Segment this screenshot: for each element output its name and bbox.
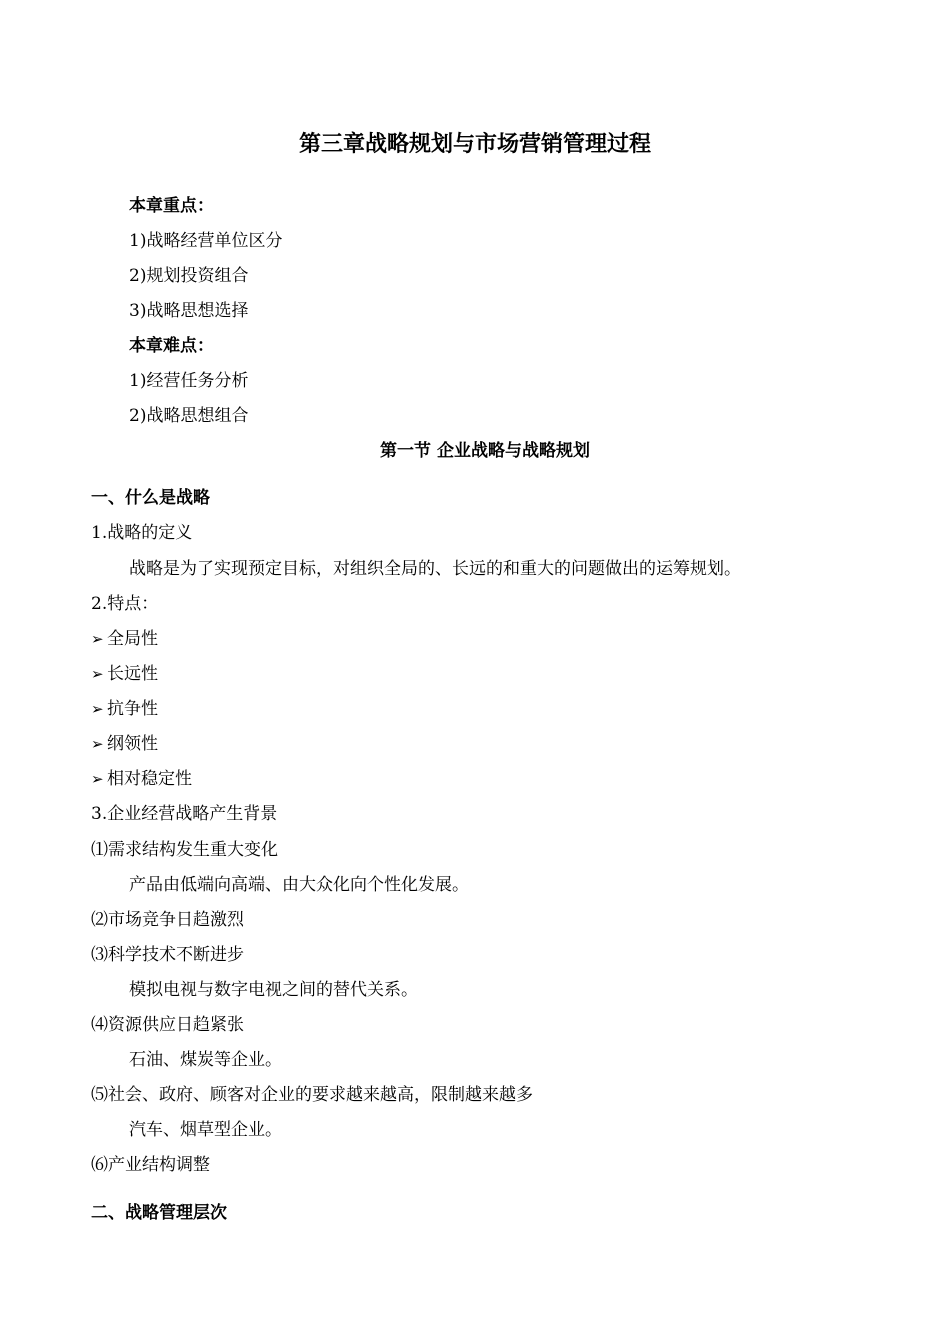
arrow-bullet-icon: ➢	[91, 665, 104, 683]
background-item-label: ⑷资源供应日趋紧张	[91, 1015, 244, 1035]
arrow-bullet-icon: ➢	[91, 700, 104, 718]
feature-item	[91, 662, 158, 686]
difficult-point-item: 2)战略思想组合	[129, 406, 249, 426]
arrow-bullet-icon: ➢	[91, 630, 104, 648]
feature-label: 抗争性	[107, 699, 158, 719]
background-item-label: ⑶科学技术不断进步	[91, 945, 244, 965]
section-title: 第一节 企业战略与战略规划	[380, 441, 590, 461]
feature-label: 相对稳定性	[107, 769, 192, 789]
background-item-label: ⑹产业结构调整	[91, 1155, 210, 1175]
background-item-label: ⑵市场竞争日趋激烈	[91, 910, 244, 930]
difficult-point-item: 1)经营任务分析	[129, 371, 249, 391]
key-point-item: 3)战略思想选择	[129, 301, 249, 321]
difficult-points-heading: 本章难点：	[129, 336, 214, 356]
feature-item	[91, 767, 192, 791]
background-item-note: 汽车、烟草型企业。	[129, 1120, 282, 1140]
background-item-label: ⑸社会、政府、顾客对企业的要求越来越高，限制越来越多	[91, 1085, 533, 1105]
background-heading: 3.企业经营战略产生背景	[91, 804, 278, 824]
feature-item	[91, 697, 158, 721]
part-heading-management-levels: 二、战略管理层次	[91, 1203, 227, 1223]
key-point-item: 1)战略经营单位区分	[129, 231, 283, 251]
key-points-heading: 本章重点：	[129, 196, 214, 216]
background-item-note: 模拟电视与数字电视之间的替代关系。	[129, 980, 418, 1000]
feature-label: 纲领性	[107, 734, 158, 754]
features-heading: 2.特点：	[91, 594, 159, 614]
arrow-bullet-icon: ➢	[91, 770, 104, 788]
key-point-item: 2)规划投资组合	[129, 266, 249, 286]
arrow-bullet-icon: ➢	[91, 735, 104, 753]
chapter-title: 第三章战略规划与市场营销管理过程	[298, 132, 651, 157]
feature-item	[91, 627, 158, 651]
background-item-label: ⑴需求结构发生重大变化	[91, 840, 278, 860]
definition-text: 战略是为了实现预定目标，对组织全局的、长远的和重大的问题做出的运筹规划。	[129, 559, 741, 579]
background-item-note: 产品由低端向高端、由大众化向个性化发展。	[129, 875, 469, 895]
definition-heading: 1.战略的定义	[91, 523, 193, 543]
background-item-note: 石油、煤炭等企业。	[129, 1050, 282, 1070]
feature-label: 长远性	[107, 664, 158, 684]
feature-label: 全局性	[107, 629, 158, 649]
part-heading-what-is-strategy: 一、什么是战略	[91, 488, 210, 508]
feature-item	[91, 732, 158, 756]
